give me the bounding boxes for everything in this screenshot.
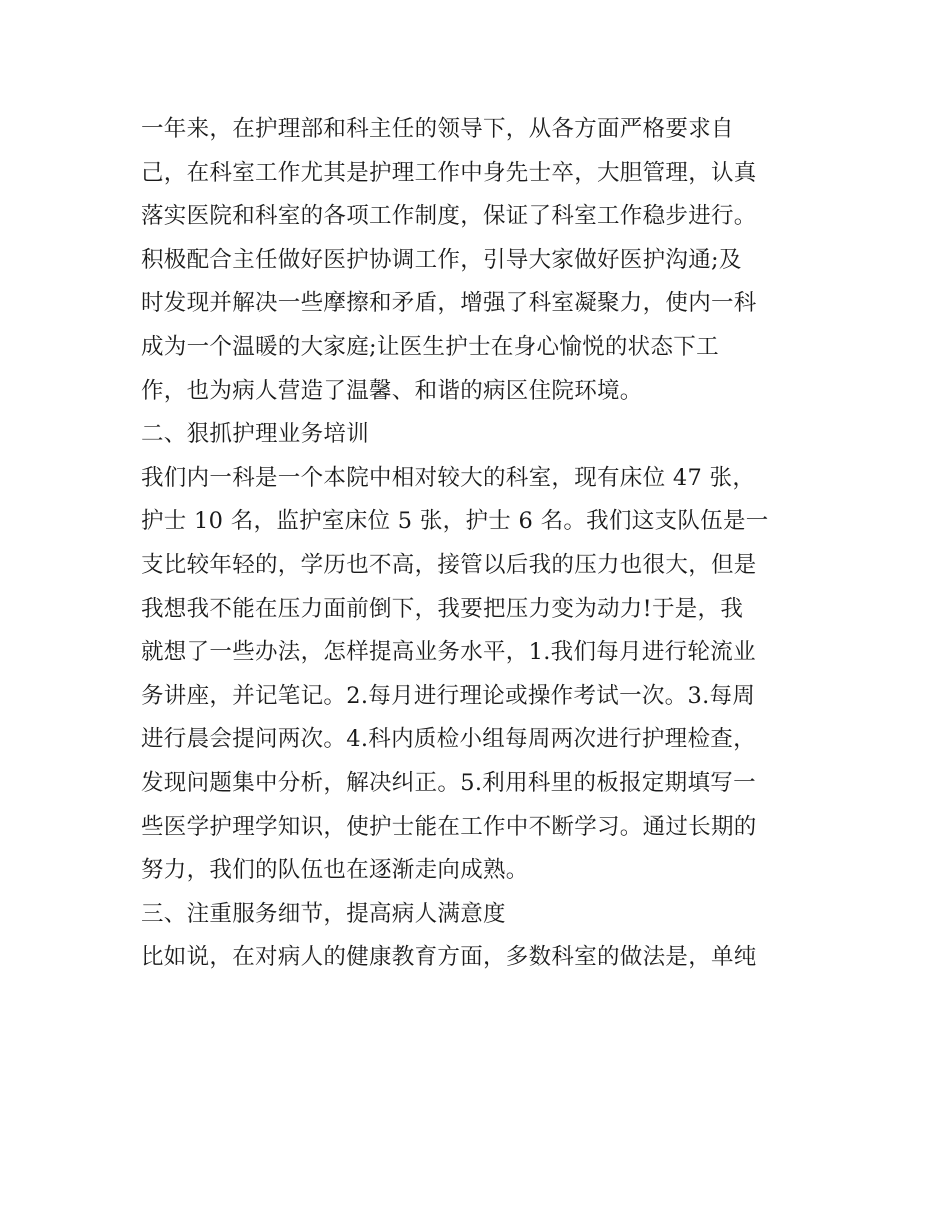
text-line: 我们内一科是一个本院中相对较大的科室，现有床位 47 张， [141, 464, 756, 491]
text-line: 进行晨会提问两次。4.科内质检小组每周两次进行护理检查， [141, 726, 756, 753]
text-line: 支比较年轻的，学历也不高，接管以后我的压力也很大，但是 [141, 551, 757, 578]
text-line: 就想了一些办法，怎样提高业务水平，1.我们每月进行轮流业 [141, 639, 756, 666]
section-heading: 三、注重服务细节，提高病人满意度 [141, 900, 506, 927]
document-body [141, 108, 821, 980]
text-line: 己，在科室工作尤其是护理工作中身先士卒，大胆管理，认真 [141, 159, 757, 186]
text-line: 成为一个温暖的大家庭;让医生护士在身心愉悦的状态下工 [141, 333, 719, 360]
text-line: 作，也为病人营造了温馨、和谐的病区住院环境。 [141, 377, 643, 404]
text-line: 积极配合主任做好医护协调工作，引导大家做好医护沟通;及 [141, 246, 742, 273]
text-line: 时发现并解决一些摩擦和矛盾，增强了科室凝聚力，使内一科 [141, 290, 757, 317]
text-line: 一年来，在护理部和科主任的领导下，从各方面严格要求自 [141, 116, 734, 142]
text-line: 些医学护理学知识，使护士能在工作中不断学习。通过长期的 [141, 813, 757, 840]
text-line: 落实医院和科室的各项工作制度，保证了科室工作稳步进行。 [141, 203, 757, 230]
text-line: 务讲座，并记笔记。2.每月进行理论或操作考试一次。3.每周 [141, 682, 756, 709]
section-heading: 二、狠抓护理业务培训 [141, 421, 370, 448]
text-line: 努力，我们的队伍也在逐渐走向成熟。 [141, 857, 529, 884]
text-line: 我想我不能在压力面前倒下，我要把压力变为动力!于是，我 [141, 595, 744, 622]
text-line: 护士 10 名，监护室床位 5 张，护士 6 名。我们这支队伍是一 [141, 508, 769, 535]
text-line: 比如说，在对病人的健康教育方面，多数科室的做法是，单纯 [141, 944, 757, 971]
text-line: 发现问题集中分析，解决纠正。5.利用科里的板报定期填写一 [141, 769, 756, 796]
